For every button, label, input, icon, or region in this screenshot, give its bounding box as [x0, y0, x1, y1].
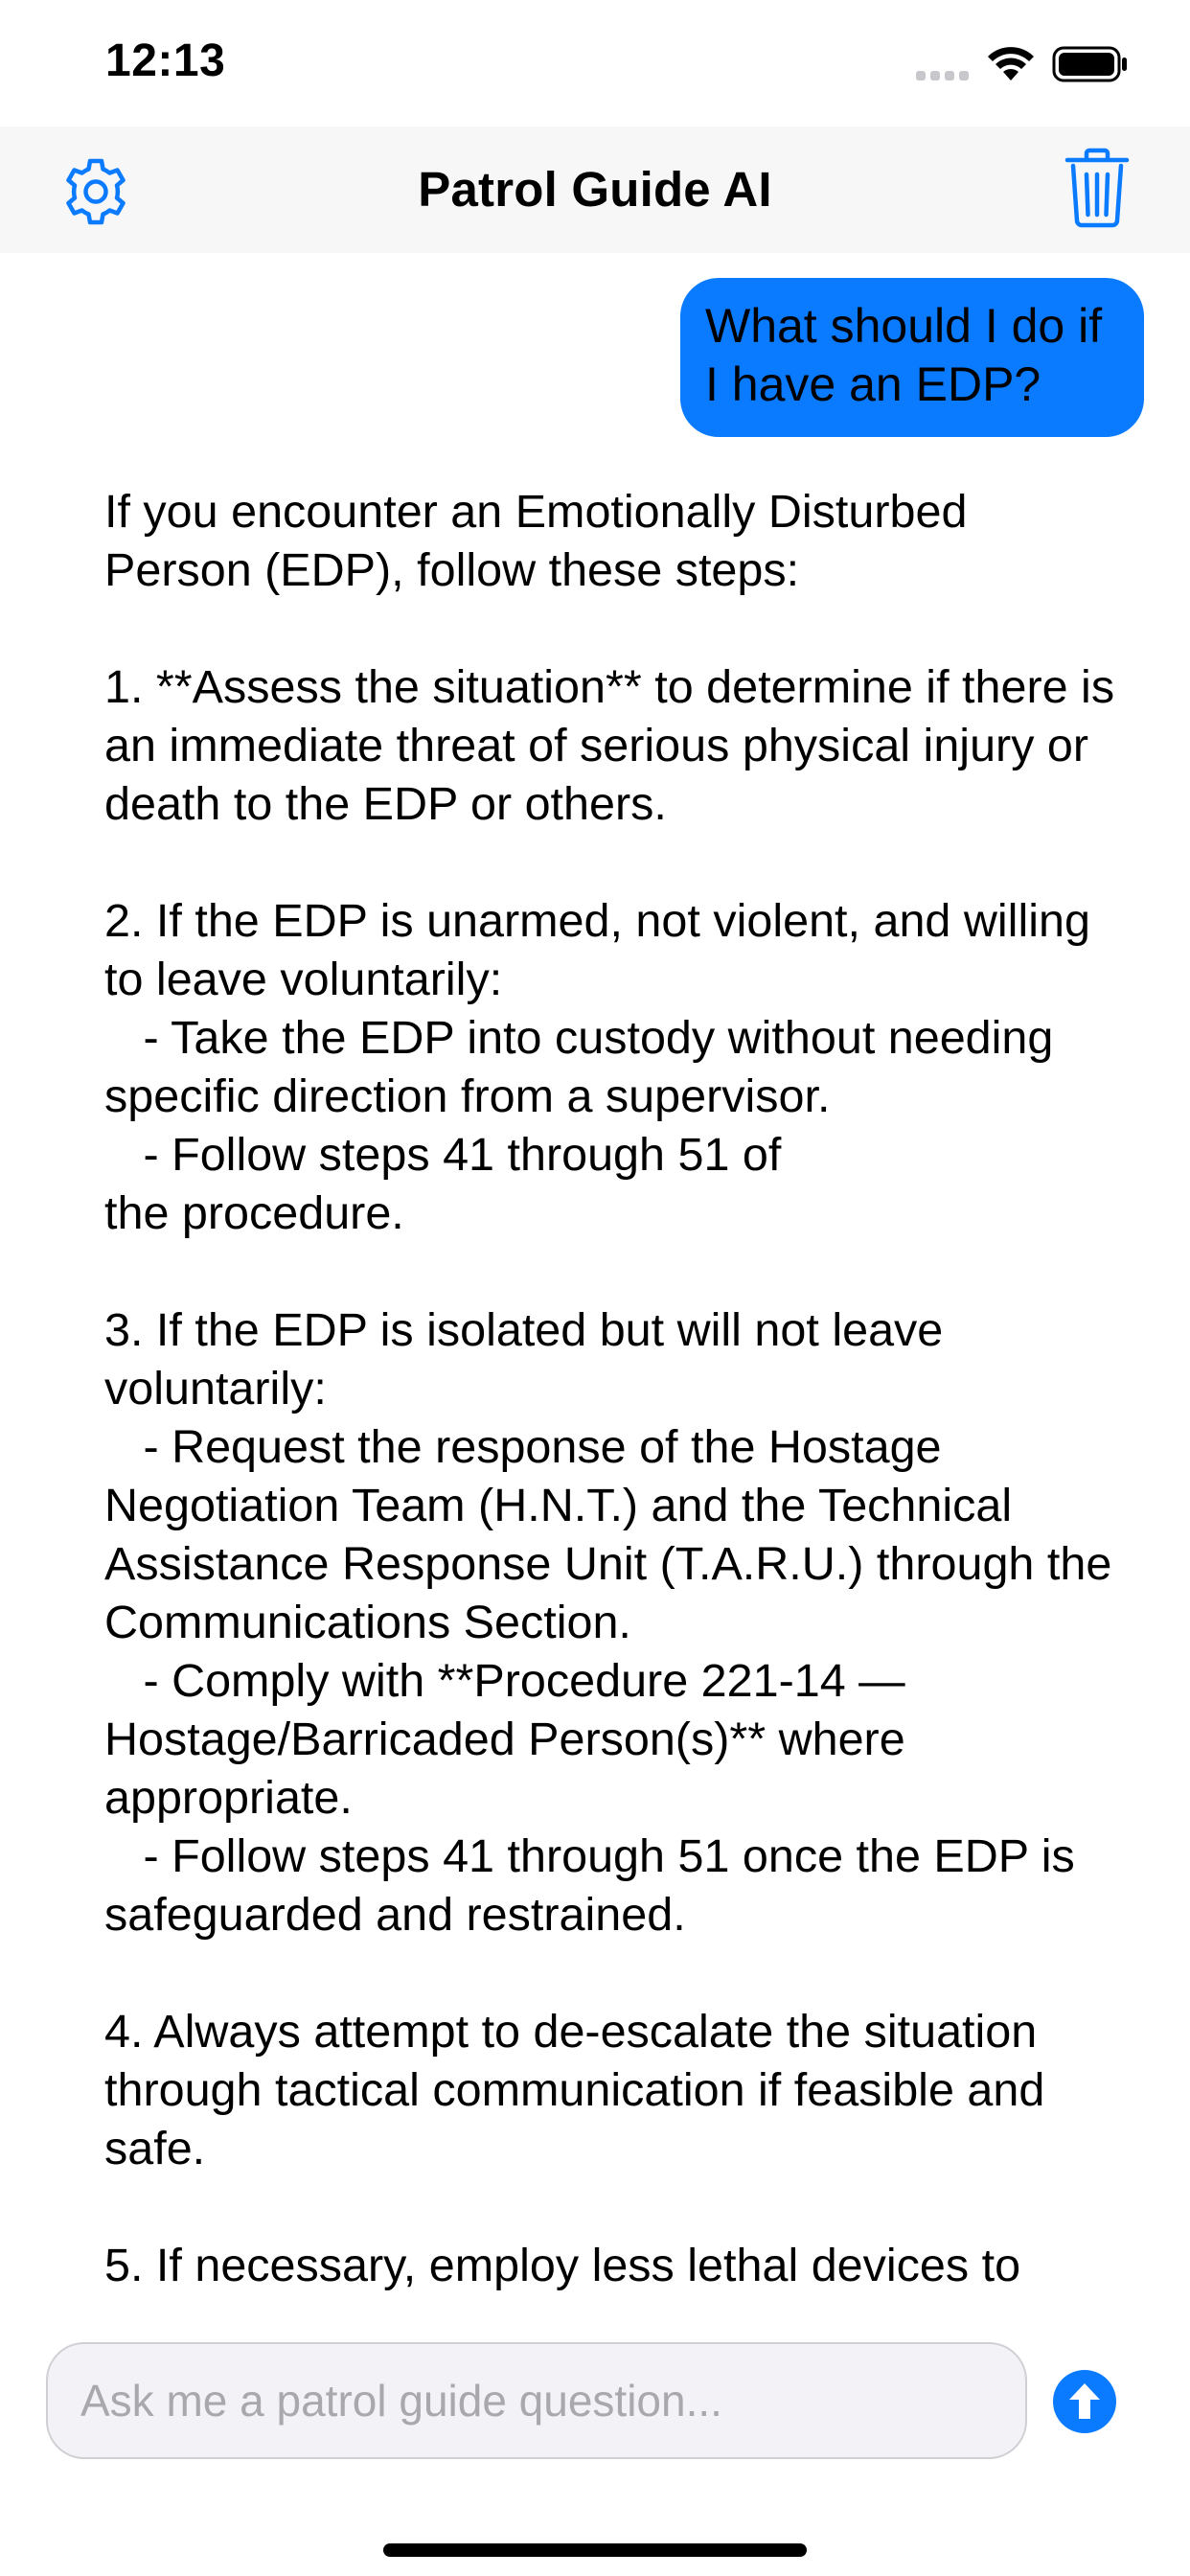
trash-icon[interactable] — [1064, 148, 1131, 228]
assistant-message: If you encounter an Emotionally Disturbed Person (EDP), follow these steps: 1. **Assess the situation** to determine if there is an immediate threat of serious physical injury or death to the EDP or others. 2. If the EDP is unarmed, not violent, and willing to leave voluntarily: - Take the EDP into custody without needing specific direction from a supervisor. - Follow steps 41 through 51 of the procedure. 3. If the EDP is isolated but will not leave voluntarily: - Request the response of the Hostage Negotiation Team (H.N.T.) and the Technical Assistance Response Unit (T.A.R.U.) through the Communications Section. - Comply with **Procedure 221-14 — Hostage/Barricaded Person(s)** where appropriate. - Follow steps 41 through 51 once the EDP is safeguarded and restrained. 4. Always attempt to de-escalate the situation through tactical communication if feasible and safe. 5. If necessary, employ less lethal devices to — [104, 486, 1115, 2291]
question-input[interactable] — [46, 2342, 1027, 2459]
status-bar — [0, 0, 1190, 126]
page-title: Patrol Guide AI — [418, 162, 772, 217]
arrow-up-circle-icon[interactable] — [1052, 2369, 1117, 2434]
battery-icon — [1052, 46, 1129, 82]
cellular-signal-icon — [916, 71, 969, 80]
wifi-icon — [987, 44, 1035, 82]
chat-scroll-area[interactable] — [0, 253, 1190, 2304]
home-indicator — [383, 2543, 807, 2557]
navigation-bar — [0, 126, 1190, 253]
input-bar — [0, 2304, 1190, 2576]
user-message-bubble: What should I do if I have an EDP? — [680, 278, 1144, 437]
status-time: 12:13 — [105, 35, 226, 86]
